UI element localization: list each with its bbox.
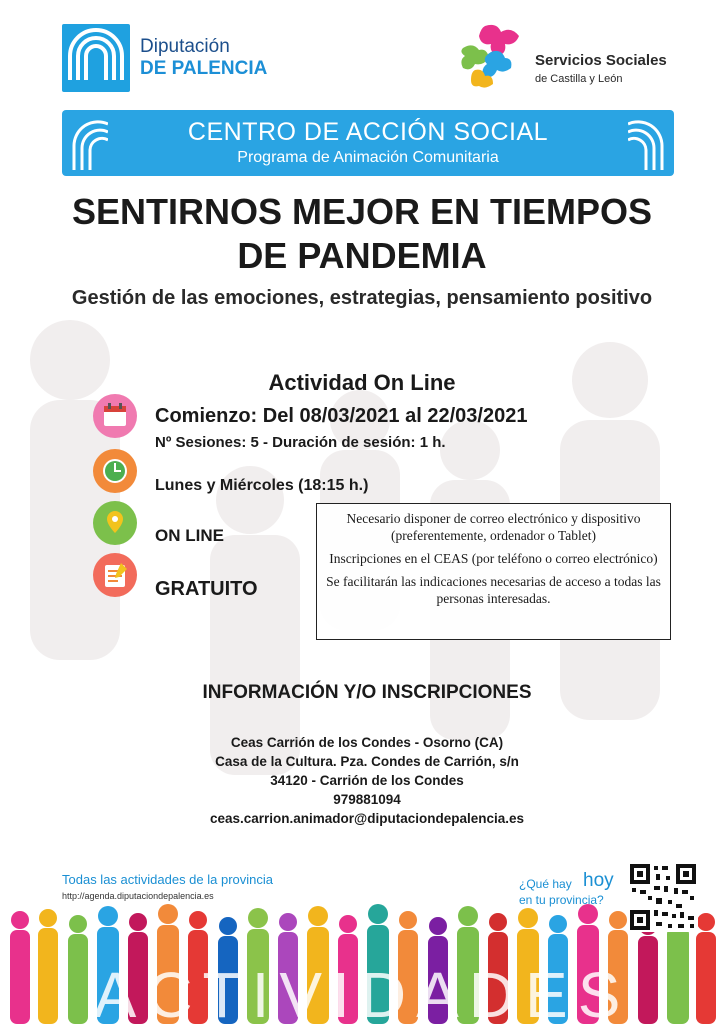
modality: ON LINE [155, 526, 224, 545]
clock-icon [93, 449, 137, 493]
requirements-box [316, 503, 671, 640]
schedule-days: Lunes y Miércoles (18:15 h.) [155, 477, 369, 494]
hoy-word: hoy [583, 870, 614, 891]
activity-label: Actividad On Line [268, 370, 456, 395]
header [0, 0, 724, 110]
servicios-sociales-name [535, 52, 667, 88]
ss-line2: de Castilla y León [535, 73, 623, 85]
title-line2: DE PANDEMIA [237, 235, 487, 276]
footer-agenda-title: Todas las actividades de la provincia [62, 872, 274, 887]
footer-agenda [62, 872, 273, 901]
location-pin-icon [93, 501, 137, 545]
notepad-icon [93, 553, 137, 597]
contact-phone[interactable]: 979881094 [333, 792, 401, 807]
qr-code-icon[interactable] [628, 862, 698, 932]
org-line1: Diputación [140, 36, 230, 57]
hoy-question: ¿Qué hay [519, 877, 572, 891]
page-subtitle: Gestión de las emociones, estrategias, pensamiento positivo [71, 287, 653, 309]
sessions-info: Nº Sesiones: 5 - Duración de sesión: 1 h. [155, 434, 446, 451]
diputacion-name [140, 36, 267, 80]
servicios-sociales-logo [455, 22, 533, 94]
start-dates: Comienzo: Del 08/03/2021 al 22/03/2021 [155, 405, 528, 427]
banner-subtitle: Programa de Animación Comunitaria [237, 149, 499, 166]
contact-line2: Casa de la Cultura. Pza. Condes de Carrión, s/n [215, 754, 519, 769]
contact-block [0, 733, 724, 828]
banner-arc-right-icon [628, 116, 668, 170]
footer-agenda-url[interactable]: http://agenda.diputaciondepalencia.es [62, 891, 214, 901]
actividades-wordmark: ACTIVIDADES [93, 959, 631, 1024]
requirement-3: Se facilitarán las indicaciones necesarias de acceso a todas las personas interesadas. [326, 574, 661, 606]
ss-line1: Servicios Sociales [535, 52, 667, 69]
contact-email[interactable]: ceas.carrion.animador@diputaciondepalencia.es [209, 811, 525, 826]
title-line1: SENTIRNOS MEJOR EN TIEMPOS [71, 191, 653, 232]
contact-line1: Ceas Carrión de los Condes - Osorno (CA) [230, 735, 504, 750]
info-title: INFORMACIÓN Y/O INSCRIPCIONES [202, 682, 532, 703]
requirement-1: Necesario disponer de correo electrónico y dispositivo (preferentemente, ordenador o Tablet) [346, 511, 641, 543]
requirement-2: Inscripciones en el CEAS (por teléfono o correo electrónico) [329, 551, 658, 566]
org-line2: DE PALENCIA [140, 58, 268, 79]
banner-title: CENTRO DE ACCIÓN SOCIAL [187, 118, 549, 146]
banner [62, 110, 674, 176]
hoy-question2: en tu provincia? [519, 893, 604, 907]
calendar-icon [93, 394, 137, 438]
contact-line3: 34120 - Carrión de los Condes [270, 773, 464, 788]
price-label: GRATUITO [155, 578, 258, 600]
page-title [0, 190, 724, 278]
diputacion-logo [62, 24, 130, 92]
banner-arc-left-icon [68, 116, 108, 170]
